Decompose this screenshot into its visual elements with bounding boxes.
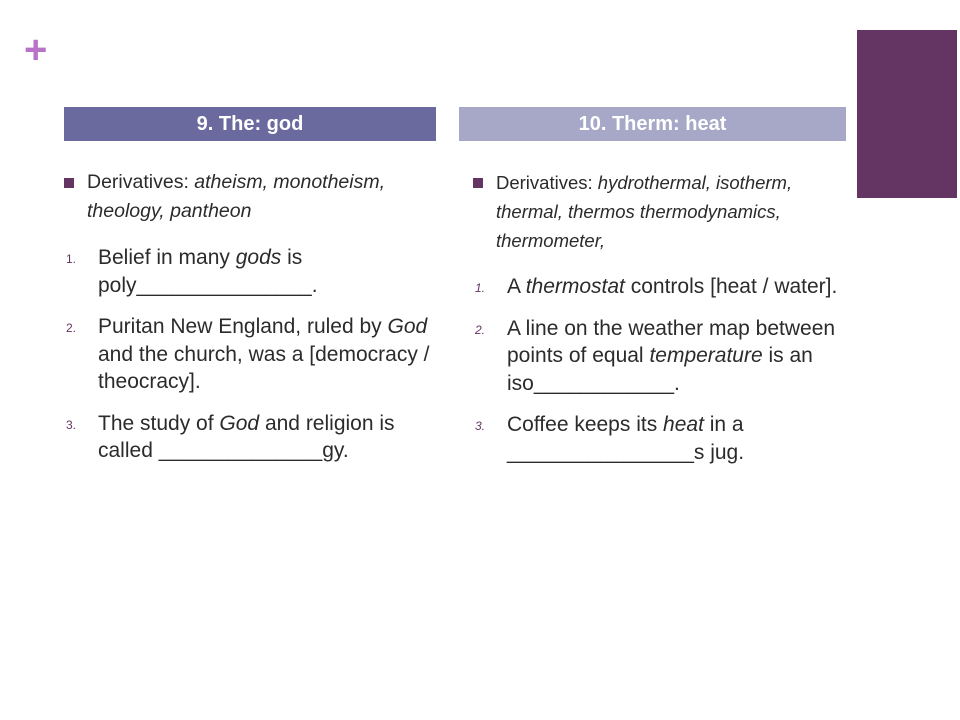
list-item-text: A thermostat controls [heat / water]. (507, 275, 838, 298)
list-item-number: 2. (475, 322, 486, 337)
accent-block (857, 30, 957, 198)
list-item-number: 3. (475, 419, 486, 433)
plus-icon: + (24, 28, 48, 72)
derivatives-text (496, 168, 853, 255)
emphasis-word: thermostat (525, 275, 625, 298)
numbered-list (473, 273, 853, 466)
list-item-text: Belief in many gods is poly_______________. (98, 246, 318, 297)
numbered-list (64, 244, 439, 465)
header-left: 9. The: god (64, 107, 436, 141)
list-item (64, 244, 439, 299)
derivatives-bullet (64, 168, 439, 226)
derivatives-label: Derivatives: (87, 171, 195, 193)
header-right: 10. Therm: heat (459, 107, 846, 141)
derivatives-words: atheism, monotheism, theology, pantheon (87, 171, 386, 222)
emphasis-word: God (219, 411, 260, 435)
list-item-text: Puritan New England, ruled by God and the church, was a [democracy / theocracy]. (98, 315, 430, 393)
derivatives-label: Derivatives: (496, 172, 598, 193)
column-right (473, 168, 853, 480)
bullet-square-icon (473, 178, 483, 188)
list-item-number: 3. (66, 417, 77, 432)
list-item (473, 273, 853, 301)
list-item (473, 411, 853, 466)
list-item (64, 313, 439, 396)
list-item-number: 1. (475, 281, 486, 295)
emphasis-word: God (387, 315, 428, 338)
column-left (64, 168, 439, 479)
list-item-text: The study of God and religion is called ______________gy. (98, 411, 395, 462)
derivatives-text (87, 168, 439, 226)
emphasis-word: gods (235, 246, 282, 269)
derivatives-bullet (473, 168, 853, 255)
list-item-text: A line on the weather map between points of equal temperature is an iso____________. (507, 316, 836, 395)
list-item-number: 2. (66, 321, 77, 335)
list-item-text: Coffee keeps its heat in a ________________s jug. (507, 413, 745, 464)
derivatives-words: hydrothermal, isotherm, thermal, thermos thermodynamics, thermometer, (496, 172, 793, 251)
emphasis-word: heat (663, 413, 704, 436)
list-item (473, 315, 853, 398)
emphasis-word: temperature (649, 344, 763, 367)
list-item (64, 410, 439, 465)
list-item-number: 1. (66, 252, 77, 266)
bullet-square-icon (64, 178, 74, 188)
